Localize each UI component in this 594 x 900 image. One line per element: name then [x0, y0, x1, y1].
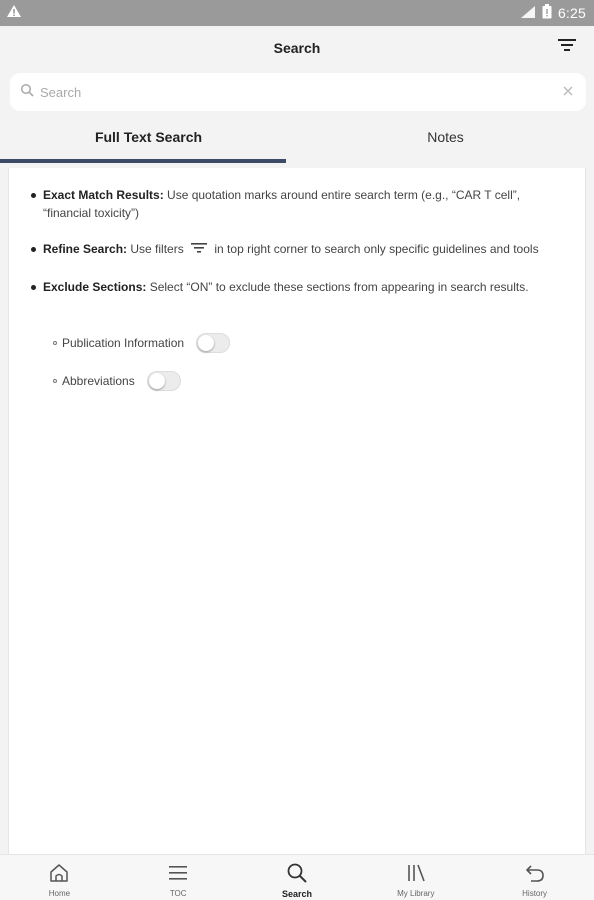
- tab-notes[interactable]: Notes: [427, 129, 464, 145]
- search-tips-list: [9, 168, 585, 296]
- exclude-abbreviations: [53, 362, 585, 400]
- search-help-panel: [8, 168, 586, 854]
- nav-history[interactable]: [475, 855, 594, 900]
- filter-button[interactable]: [554, 36, 580, 58]
- search-icon: [20, 83, 34, 102]
- tab-indicator: [0, 159, 286, 163]
- clear-search-button[interactable]: [560, 84, 576, 100]
- nav-label: My Library: [397, 889, 435, 898]
- tip-refine-search: [31, 240, 565, 260]
- tip-text: Use filters: [127, 242, 188, 256]
- tip-title: Refine Search:: [43, 242, 128, 256]
- exclude-sections-list: [9, 324, 585, 400]
- nav-label: Home: [48, 889, 71, 898]
- filter-icon: [191, 242, 207, 260]
- tip-exclude-sections: [31, 278, 565, 296]
- nav-label: TOC: [169, 889, 187, 898]
- search-input[interactable]: [40, 85, 560, 100]
- abbreviations-toggle[interactable]: [147, 371, 181, 391]
- search-icon: [285, 861, 309, 885]
- signal-icon: [520, 5, 536, 22]
- sub-bullet: [53, 379, 57, 383]
- app-bar: [0, 26, 594, 72]
- nav-label: Search: [281, 889, 312, 899]
- nav-my-library[interactable]: [356, 855, 475, 900]
- history-icon: [523, 861, 547, 885]
- battery-icon: [542, 4, 552, 22]
- nav-home[interactable]: [0, 855, 119, 900]
- page-title: Search: [273, 40, 321, 56]
- nav-toc[interactable]: [119, 855, 238, 900]
- tab-bar: [0, 120, 594, 164]
- tip-title: Exact Match Results:: [43, 188, 164, 202]
- status-bar: [0, 0, 594, 26]
- menu-icon: [166, 861, 190, 885]
- bottom-nav: [0, 854, 594, 900]
- toggle-knob: [198, 335, 214, 351]
- sub-bullet: [53, 341, 57, 345]
- tip-text: Select “ON” to exclude these sections from appearing in search results.: [146, 280, 529, 294]
- home-icon: [47, 861, 71, 885]
- warning-icon: [6, 4, 22, 23]
- status-time: 6:25: [557, 5, 586, 21]
- tip-exact-match: [31, 186, 565, 222]
- publication-information-toggle[interactable]: [196, 333, 230, 353]
- toggle-knob: [149, 373, 165, 389]
- nav-label: History: [522, 889, 548, 898]
- close-icon: [563, 83, 573, 101]
- tab-full-text-search[interactable]: Full Text Search: [94, 129, 203, 145]
- search-bar: [10, 73, 586, 111]
- tip-text: in top right corner to search only specific guidelines and tools: [211, 242, 539, 256]
- exclude-publication-information: [53, 324, 585, 362]
- filter-icon: [557, 37, 577, 58]
- nav-search[interactable]: [238, 855, 357, 900]
- tip-title: Exclude Sections:: [43, 280, 147, 294]
- tip-text: Use quotation marks around entire search term (e.g., “CAR T cell”, “financial toxicity”): [43, 188, 521, 220]
- toggle-label: Abbreviations: [62, 374, 135, 388]
- toggle-label: Publication Information: [62, 336, 185, 350]
- library-icon: [404, 861, 428, 885]
